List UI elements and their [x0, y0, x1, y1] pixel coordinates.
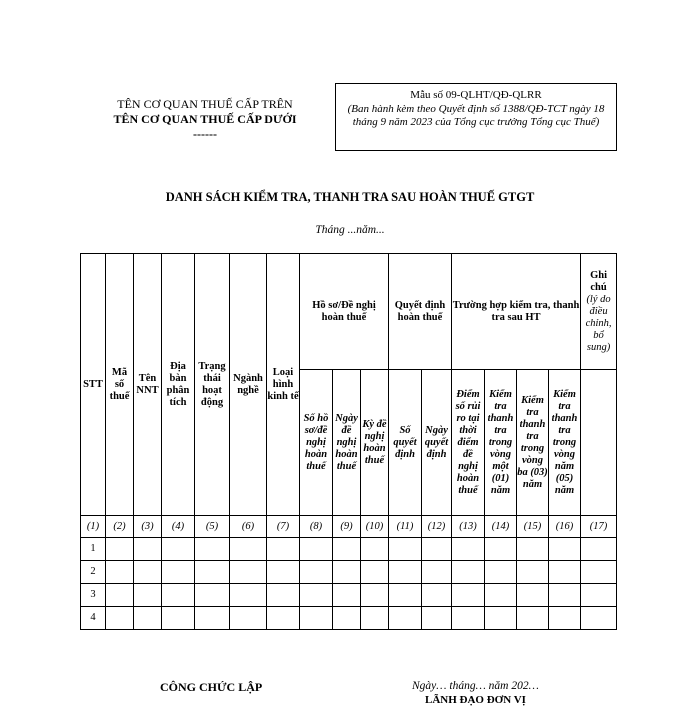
col-header-note	[581, 254, 617, 370]
col-header-status: Trạng thái hoạt động	[195, 254, 230, 516]
audit-list-table	[80, 253, 617, 630]
header-separator: ------	[193, 127, 217, 141]
form-code: Mẫu số 09-QLHT/QĐ-QLRR	[410, 89, 542, 101]
col-num: (1)	[81, 516, 106, 538]
col-num: (17)	[581, 516, 617, 538]
col-num: (5)	[195, 516, 230, 538]
col-num: (12)	[422, 516, 452, 538]
agency-lower: TÊN CƠ QUAN THUẾ CẤP DƯỚI	[113, 112, 297, 126]
agency-upper: TÊN CƠ QUAN THUẾ CẤP TRÊN	[117, 97, 293, 111]
table-row	[81, 561, 617, 584]
col-num: (10)	[361, 516, 389, 538]
table-row	[81, 607, 617, 630]
column-number-row	[81, 516, 617, 538]
sub-header-decision-number: Số quyết định	[389, 370, 422, 516]
col-header-tax-code: Mã số thuế	[106, 254, 134, 516]
form-number-box	[335, 83, 617, 151]
col-num: (6)	[230, 516, 267, 538]
signature-date-line: Ngày… tháng… năm 202…	[412, 680, 539, 692]
group-header-dossier: Hồ sơ/Đề nghị hoàn thuế	[300, 254, 389, 370]
sub-header-risk-score: Điểm số rủi ro tại thời điểm đề nghị hoàn thuế	[452, 370, 485, 516]
col-num: (11)	[389, 516, 422, 538]
col-header-taxpayer-name: Tên NNT	[134, 254, 162, 516]
reporting-period: Tháng ...năm...	[315, 224, 385, 236]
leader-label: LÃNH ĐẠO ĐƠN VỊ	[425, 694, 526, 706]
col-num: (16)	[549, 516, 581, 538]
col-num: (3)	[134, 516, 162, 538]
sub-header-check-5-years: Kiểm tra thanh tra trong vòng năm (05) năm	[549, 370, 581, 516]
col-header-economic-type: Loại hình kinh tế	[267, 254, 300, 516]
col-num: (13)	[452, 516, 485, 538]
col-num: (14)	[485, 516, 517, 538]
col-num: (2)	[106, 516, 134, 538]
form-issuance-note: (Ban hành kèm theo Quyết định số 1388/QĐ-TCT ngày 18 tháng 9 năm 2023 của Tổng cục trưởng Tổng cục Thuế)	[347, 102, 605, 128]
note-subtitle: (lý do điều chỉnh, bổ sung)	[585, 293, 612, 353]
note-title: Ghi chú	[590, 269, 608, 293]
issuing-agency-header	[95, 97, 315, 142]
group-header-cases: Trường hợp kiểm tra, thanh tra sau HT	[452, 254, 581, 370]
col-num: (15)	[517, 516, 549, 538]
sub-header-check-1-year: Kiểm tra thanh tra trong vòng một (01) năm	[485, 370, 517, 516]
row-number: 2	[81, 561, 106, 584]
note-sub-blank	[581, 370, 617, 516]
document-title: DANH SÁCH KIỂM TRA, THANH TRA SAU HOÀN THUẾ GTGT	[165, 190, 535, 204]
col-num: (4)	[162, 516, 195, 538]
col-num: (8)	[300, 516, 333, 538]
col-header-stt: STT	[81, 254, 106, 516]
col-num: (9)	[333, 516, 361, 538]
sub-header-dossier-period: Kỳ đề nghị hoàn thuế	[361, 370, 389, 516]
row-number: 4	[81, 607, 106, 630]
col-num: (7)	[267, 516, 300, 538]
col-header-area: Địa bàn phân tích	[162, 254, 195, 516]
table-row	[81, 584, 617, 607]
col-header-industry: Ngành nghề	[230, 254, 267, 516]
prepared-by-label: CÔNG CHỨC LẬP	[160, 680, 263, 694]
group-header-decision: Quyết định hoàn thuế	[389, 254, 452, 370]
sub-header-dossier-number: Số hồ sơ/đề nghị hoàn thuế	[300, 370, 333, 516]
table-row	[81, 538, 617, 561]
row-number: 3	[81, 584, 106, 607]
sub-header-decision-date: Ngày quyết định	[422, 370, 452, 516]
sub-header-dossier-date: Ngày đề nghị hoàn thuế	[333, 370, 361, 516]
sub-header-check-3-years: Kiểm tra thanh tra trong vòng ba (03) năm	[517, 370, 549, 516]
row-number: 1	[81, 538, 106, 561]
